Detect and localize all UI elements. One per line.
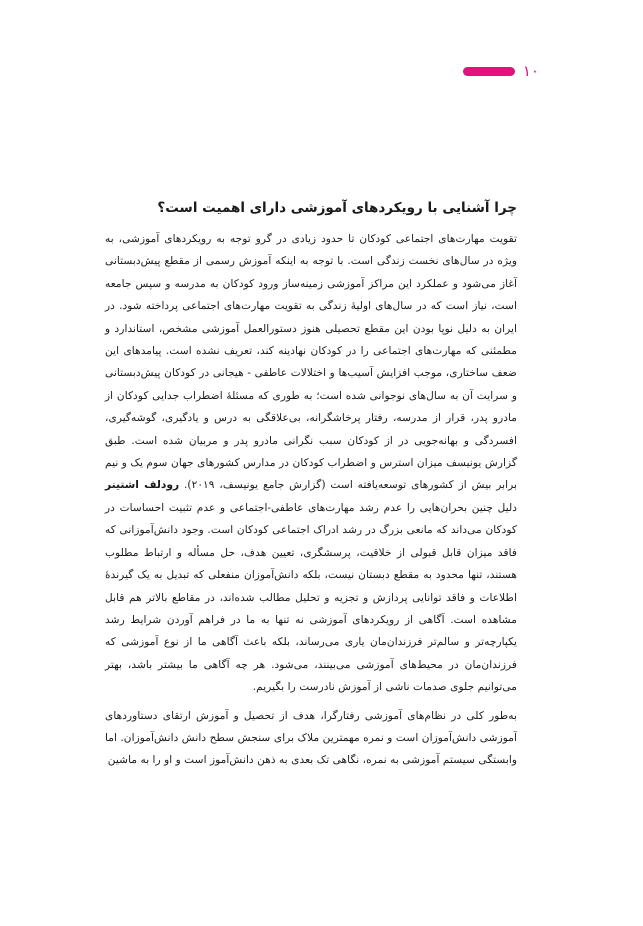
body-paragraph-2: به‌طور کلی در نظام‌های آموزشی رفتارگرا، هدف از تحصیل و آموزش ارتقای دستاوردهای آموزشی دانش‌آموزان است و نمره مهمترین ملاک برای سنجش سطح دانش دانش‌آموزان. اما وابستگی سیستم آموزشی به نمره، نگاهی تک بعدی به ذهن دانش‌آموز است و او را به ماشین (105, 708, 517, 767)
main-content (105, 198, 517, 772)
page-number-accent-bar (463, 67, 515, 76)
page-header (463, 62, 539, 80)
paragraph-1-text-part-2: دلیل چنین بحران‌هایی را عدم رشد مهارت‌های عاطفی-اجتماعی و عدم تثبیت احساسات در کودکان می‌داند که مانعی بزرگ در رشد ادراک اجتماعی کودکان است. وجود دانش‌آموزانی که فاقد میزان قابل قبولی از خلاقیت، پرسشگری، تعیین هدف، حل مسأله و ارتباط مطلوب هستند، تنها محدود به مقطع دبستان نیست، بلکه دانش‌آموزان منفعلی که تبدیل به یک گیرندهٔ اطلاعات و فاقد توانایی پردازش و تجزیه و تحلیل مطالب شده‌اند، در مقاطع بالاتر هم قابل مشاهده است. آگاهی از رویکردهای آموزشی نه تنها به ما در فراهم آوردن شرایط رشد یکپارچه‌تر و سالم‌تر فرزندان‌مان یاری می‌رساند، بلکه باعث آگاهی ما از نوع آموزشی که فرزندان‌مان در محیط‌های آموزشی می‌بینند، می‌شود. هر چه آگاهی ما بیشتر باشد، بهتر می‌توانیم جلوی صدمات ناشی از آموزش نادرست را بگیریم. (105, 500, 517, 694)
paragraph-1-text-part-1: تقویت مهارت‌های اجتماعی کودکان تا حدود زیادی در گرو توجه به رویکردهای آموزشی، به ویژه در سال‌های نخست زندگی است. با توجه به اینکه آموزش رسمی از مقطع پیش‌دبستانی آغاز می‌شود و عملکرد این مراکز آموزشی زمینه‌ساز ورود کودکان به مدرسه و سپس جامعه است، نیاز است که در سال‌های اولیهٔ زندگی به تقویت مهارت‌های اجتماعی پرداخته شود. در ایران به دلیل نوپا بودن این مقطع تحصیلی هنوز دستورالعمل آموزشی مشخص، استاندارد و مطمئنی که مهارت‌های اجتماعی را در کودکان نهادینه کند، تعریف نشده است. پیامدهای این ضعف ساختاری، موجب افزایش آسیب‌ها و اختلالات عاطفی - هیجانی در کودکان پیش‌دبستانی و سرایت آن به سال‌های نوجوانی شده است؛ به طوری که مسئلهٔ اضطراب جدایی کودکان از مادرو پدر، قرار از مدرسه، رفتار پرخاشگرانه، بی‌علاقگی به درس و یادگیری، گوشه‌گیری، افسردگی و بهانه‌جویی در از کودکان سبب نگرانی مادرو پدر و مربیان شده است. طبق گزارش یونیسف میزان استرس و اضطراب کودکان در مدارس کشورهای جهان سوم یک و نیم برابر بیش از کشورهای توسعه‌یافته است (گزارش جامع یونیسف، ۲۰۱۹). (105, 232, 517, 492)
page-number: ۱۰ (522, 62, 539, 80)
section-heading: چرا آشنایی با رویکردهای آموزشی دارای اهمیت است؟ (157, 200, 517, 216)
body-paragraph-1 (105, 228, 517, 699)
author-name-bold: رودلف اشتینر (105, 478, 180, 492)
